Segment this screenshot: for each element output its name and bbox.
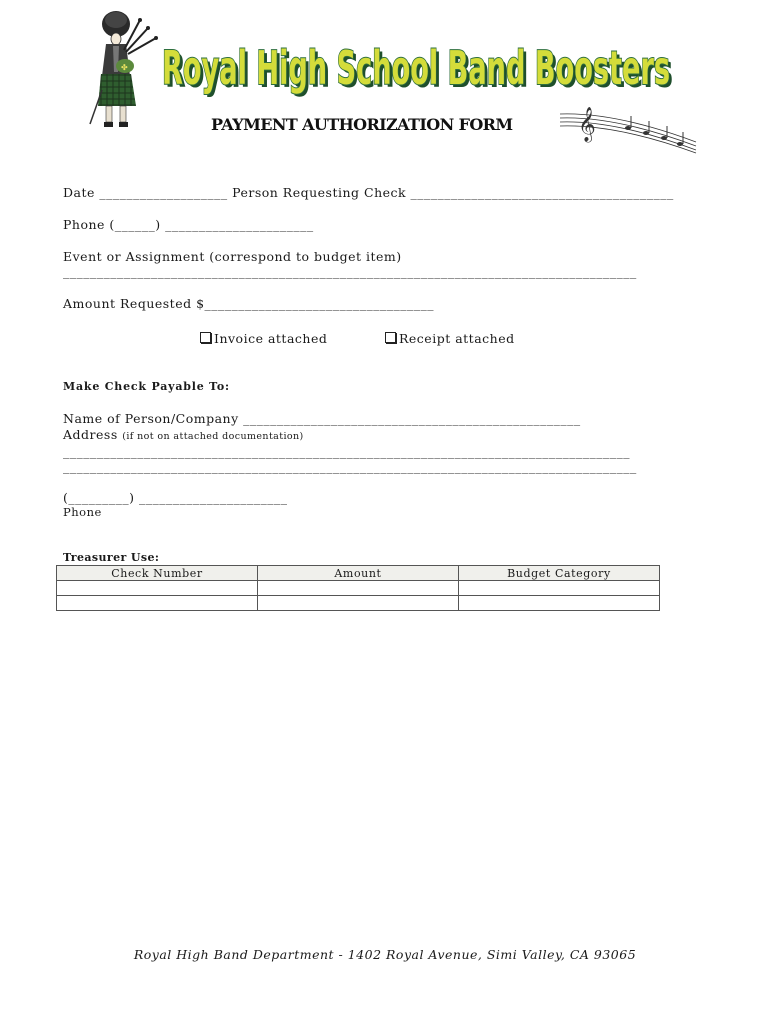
treasurer-table: [56, 565, 660, 611]
column-header: Budget Category: [458, 566, 659, 581]
receipt-checkbox[interactable]: [385, 331, 515, 346]
address-row: [63, 427, 304, 442]
checkbox-icon[interactable]: [385, 332, 396, 343]
phone-line[interactable]: Phone (______) ______________________: [63, 217, 314, 232]
svg-text:✤: ✤: [121, 63, 128, 72]
table-cell[interactable]: [458, 581, 659, 596]
invoice-label: Invoice attached: [214, 331, 328, 346]
address-note: (if not on attached documentation): [122, 431, 304, 442]
column-header: Amount: [257, 566, 458, 581]
table-header-row: [57, 566, 660, 581]
column-header: Check Number: [57, 566, 258, 581]
invoice-checkbox[interactable]: [200, 331, 327, 346]
receipt-label: Receipt attached: [399, 331, 515, 346]
table-cell[interactable]: [458, 596, 659, 611]
event-label: Event or Assignment (correspond to budget item): [63, 249, 402, 264]
payable-heading: Make Check Payable To:: [63, 380, 230, 393]
form-title: PAYMENT AUTHORIZATION FORM: [211, 115, 513, 134]
music-notes-icon: [556, 100, 702, 154]
table-cell[interactable]: [257, 581, 458, 596]
treasurer-heading: Treasurer Use:: [63, 551, 160, 564]
banner-title: [160, 26, 680, 98]
payee-name-line[interactable]: Name of Person/Company __________________________________________________: [63, 411, 581, 426]
address-blank-1[interactable]: ____________________________________________________________________________________: [63, 444, 630, 459]
address-blank-2[interactable]: _____________________________________________________________________________________: [63, 459, 637, 474]
table-row: [57, 581, 660, 596]
svg-text:𝄞: 𝄞: [578, 107, 596, 142]
table-row: [57, 596, 660, 611]
checkbox-icon[interactable]: [200, 332, 211, 343]
address-label: Address: [63, 427, 118, 442]
table-cell[interactable]: [257, 596, 458, 611]
payee-phone-label: Phone: [63, 505, 102, 519]
date-requester-line[interactable]: Date ___________________ Person Requesting Check _______________________________________: [63, 185, 674, 200]
event-blank[interactable]: _____________________________________________________________________________________: [63, 264, 637, 279]
svg-text:Royal High School Band Booster: Royal High School Band Boosters: [165, 44, 673, 98]
footer-address: Royal High Band Department - 1402 Royal Avenue, Simi Valley, CA 93065: [133, 947, 637, 962]
svg-text:Royal High School Band Booster: Royal High School Band Boosters: [162, 41, 670, 95]
table-cell[interactable]: [57, 596, 258, 611]
table-cell[interactable]: [57, 581, 258, 596]
amount-line[interactable]: Amount Requested $__________________________________: [63, 296, 435, 311]
payee-phone-blank[interactable]: (_________) ______________________: [63, 490, 288, 505]
